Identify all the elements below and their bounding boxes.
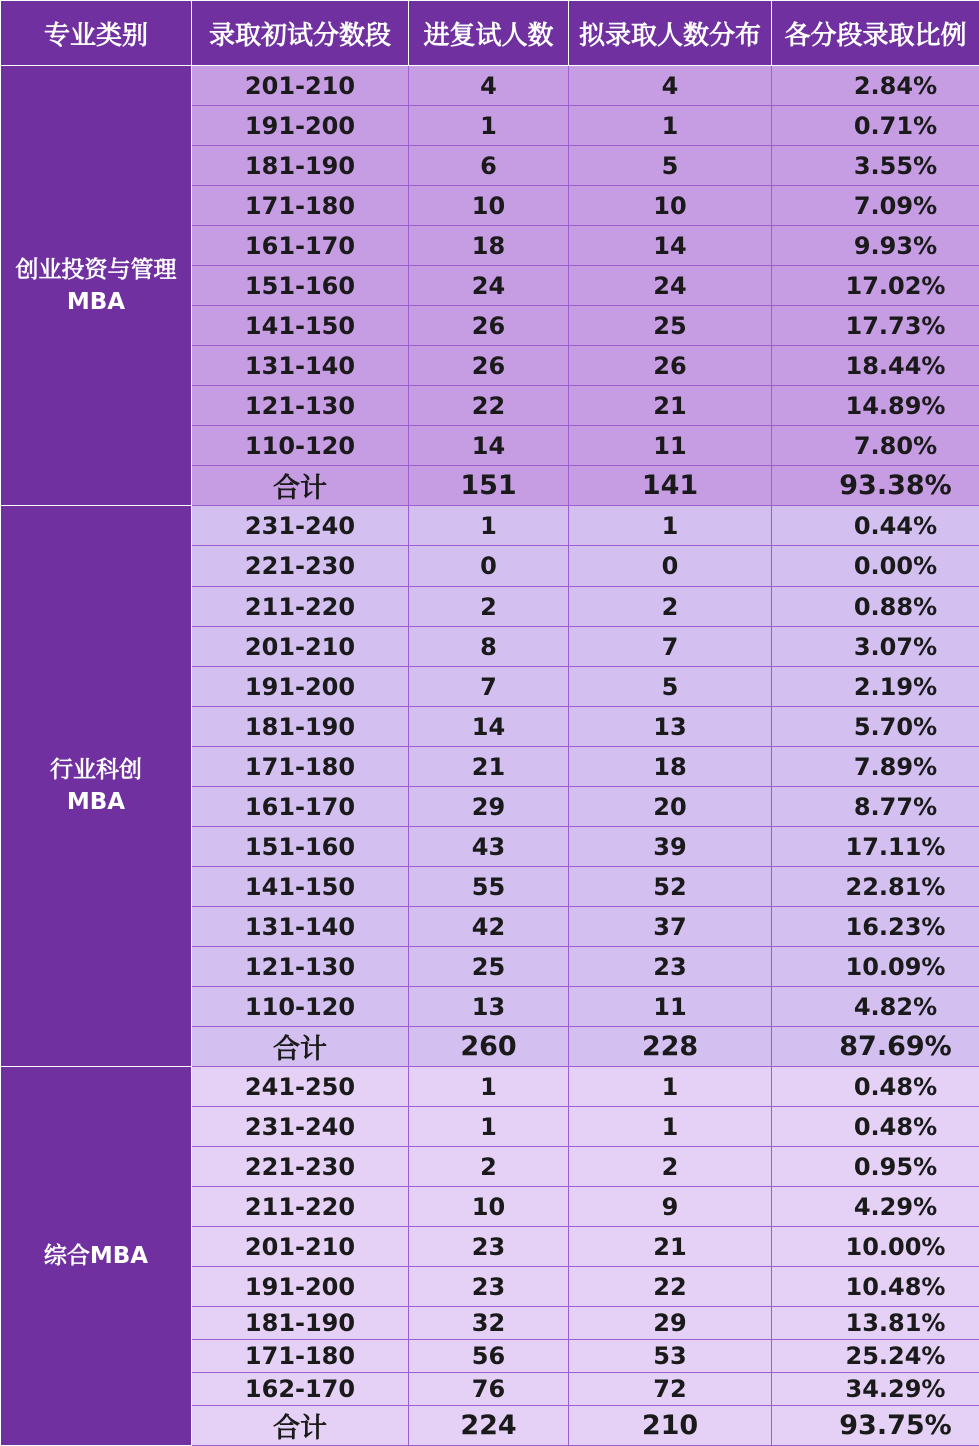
admit-ratio-value: 7.89%: [853, 752, 938, 781]
admit-ratio-value: 10.00%: [845, 1232, 946, 1261]
score-range-cell: 181-190: [192, 1307, 409, 1340]
admit-count-cell: 5: [569, 146, 772, 186]
admit-ratio-cell: [772, 186, 979, 226]
admit-ratio-cell: [772, 146, 979, 186]
admit-count-cell: 141: [569, 466, 772, 506]
retest-count-cell: 13: [409, 987, 569, 1027]
admit-count-cell: 14: [569, 226, 772, 266]
score-range-cell: 151-160: [192, 266, 409, 306]
score-range-cell: 合计: [192, 1027, 409, 1067]
admit-ratio-value: 0.48%: [853, 1072, 938, 1101]
retest-count-cell: 14: [409, 426, 569, 466]
admit-count-cell: 11: [569, 987, 772, 1027]
admit-ratio-value: 3.07%: [853, 632, 938, 661]
score-range-cell: 171-180: [192, 186, 409, 226]
admit-count-cell: 37: [569, 907, 772, 947]
admit-ratio-cell: [772, 1067, 979, 1107]
admit-ratio-cell: [772, 787, 979, 827]
admit-ratio-cell: [772, 1107, 979, 1147]
admit-count-cell: 1: [569, 1067, 772, 1107]
category-venture-mba: [1, 66, 192, 506]
retest-count-cell: 1: [409, 506, 569, 546]
admit-ratio-cell: [772, 466, 979, 506]
admit-ratio-value: 0.00%: [853, 552, 938, 580]
admit-ratio-value: 4.29%: [853, 1192, 938, 1221]
admit-count-cell: 11: [569, 426, 772, 466]
retest-count-cell: 6: [409, 146, 569, 186]
score-range-cell: 110-120: [192, 426, 409, 466]
retest-count-cell: 56: [409, 1340, 569, 1373]
score-range-cell: 161-170: [192, 787, 409, 827]
admit-ratio-cell: [772, 947, 979, 987]
score-range-cell: 131-140: [192, 346, 409, 386]
score-range-cell: 181-190: [192, 707, 409, 747]
admit-count-cell: 23: [569, 947, 772, 987]
admit-count-cell: 1: [569, 1107, 772, 1147]
score-range-cell: 211-220: [192, 1187, 409, 1227]
admit-ratio-cell: [772, 1227, 979, 1267]
score-range-cell: 201-210: [192, 66, 409, 106]
retest-count-cell: 10: [409, 1187, 569, 1227]
admit-ratio-cell: [772, 747, 979, 787]
admit-ratio-cell: [772, 1187, 979, 1227]
admit-ratio-value: 25.24%: [845, 1342, 946, 1370]
admit-count-cell: 52: [569, 867, 772, 907]
retest-count-cell: 24: [409, 266, 569, 306]
admit-ratio-cell: [772, 306, 979, 346]
retest-count-cell: 18: [409, 226, 569, 266]
admit-ratio-value: 17.02%: [845, 271, 946, 300]
header-admit-count: 拟录取人数分布: [569, 1, 772, 66]
admit-count-cell: 9: [569, 1187, 772, 1227]
admit-count-cell: 13: [569, 707, 772, 747]
category-label-line1: 综合MBA: [43, 1243, 149, 1269]
admit-count-cell: 210: [569, 1406, 772, 1446]
admit-ratio-cell: [772, 1373, 979, 1406]
admit-count-cell: 20: [569, 787, 772, 827]
admit-ratio-value: 93.38%: [839, 470, 952, 501]
admit-ratio-value: 34.29%: [845, 1375, 946, 1403]
retest-count-cell: 55: [409, 867, 569, 907]
admit-count-cell: 29: [569, 1307, 772, 1340]
admit-ratio-value: 7.80%: [853, 431, 938, 460]
score-range-cell: 221-230: [192, 546, 409, 587]
retest-count-cell: 21: [409, 747, 569, 787]
admit-count-cell: 24: [569, 266, 772, 306]
retest-count-cell: 29: [409, 787, 569, 827]
admit-ratio-cell: [772, 66, 979, 106]
score-range-cell: 171-180: [192, 1340, 409, 1373]
retest-count-cell: 224: [409, 1406, 569, 1446]
retest-count-cell: 42: [409, 907, 569, 947]
admit-ratio-cell: [772, 346, 979, 386]
admit-ratio-value: 0.88%: [853, 592, 938, 621]
admit-ratio-value: 13.81%: [845, 1309, 946, 1337]
admit-ratio-cell: [772, 987, 979, 1027]
admit-ratio-cell: [772, 667, 979, 707]
admit-ratio-value: 0.71%: [853, 111, 938, 140]
retest-count-cell: 26: [409, 346, 569, 386]
admit-count-cell: 26: [569, 346, 772, 386]
admit-ratio-cell: [772, 827, 979, 867]
admit-count-cell: 7: [569, 627, 772, 667]
retest-count-cell: 0: [409, 546, 569, 587]
admit-ratio-value: 10.48%: [845, 1272, 946, 1301]
admit-ratio-value: 9.93%: [853, 231, 938, 260]
admit-ratio-cell: [772, 266, 979, 306]
header-retest-count: 进复试人数: [409, 1, 569, 66]
admit-ratio-value: 18.44%: [845, 351, 946, 380]
category-label-line2: MBA: [66, 288, 126, 315]
score-range-cell: 合计: [192, 1406, 409, 1446]
admit-ratio-cell: [772, 867, 979, 907]
admit-ratio-cell: [772, 106, 979, 146]
score-range-cell: 141-150: [192, 867, 409, 907]
admit-ratio-value: 14.89%: [845, 391, 946, 420]
admit-ratio-value: 0.95%: [853, 1152, 938, 1181]
table-row: [1, 506, 979, 546]
retest-count-cell: 1: [409, 1067, 569, 1107]
admit-count-cell: 22: [569, 1267, 772, 1307]
category-general-mba: [1, 1067, 192, 1446]
admit-ratio-cell: [772, 627, 979, 667]
score-range-cell: 191-200: [192, 667, 409, 707]
admit-count-cell: 39: [569, 827, 772, 867]
admit-ratio-value: 93.75%: [839, 1410, 952, 1441]
retest-count-cell: 7: [409, 667, 569, 707]
admit-ratio-cell: [772, 1406, 979, 1446]
retest-count-cell: 1: [409, 1107, 569, 1147]
admit-ratio-value: 10.09%: [845, 952, 946, 981]
admit-ratio-value: 17.73%: [845, 311, 946, 340]
score-range-cell: 231-240: [192, 1107, 409, 1147]
admit-ratio-value: 2.84%: [853, 71, 938, 100]
admit-ratio-cell: [772, 386, 979, 426]
admit-count-cell: 21: [569, 386, 772, 426]
table-body: [1, 66, 979, 1446]
admit-ratio-cell: [772, 707, 979, 747]
admit-ratio-value: 5.70%: [853, 712, 938, 741]
admit-ratio-value: 0.44%: [853, 511, 938, 540]
retest-count-cell: 26: [409, 306, 569, 346]
admit-count-cell: 1: [569, 106, 772, 146]
header-admit-ratio: 各分段录取比例: [772, 1, 979, 66]
category-industry-innovation-mba: [1, 506, 192, 1067]
score-range-cell: 201-210: [192, 1227, 409, 1267]
score-range-cell: 241-250: [192, 1067, 409, 1107]
admit-count-cell: 5: [569, 667, 772, 707]
category-label-line2: MBA: [66, 789, 126, 815]
admit-ratio-value: 87.69%: [839, 1031, 952, 1062]
category-label-line1: 创业投资与管理: [15, 256, 177, 283]
admit-ratio-cell: [772, 587, 979, 627]
score-range-cell: 162-170: [192, 1373, 409, 1406]
admit-ratio-cell: [772, 1147, 979, 1187]
admit-count-cell: 53: [569, 1340, 772, 1373]
retest-count-cell: 10: [409, 186, 569, 226]
retest-count-cell: 151: [409, 466, 569, 506]
score-range-cell: 191-200: [192, 1267, 409, 1307]
admit-ratio-cell: [772, 907, 979, 947]
retest-count-cell: 23: [409, 1267, 569, 1307]
score-range-cell: 161-170: [192, 226, 409, 266]
score-range-cell: 151-160: [192, 827, 409, 867]
retest-count-cell: 23: [409, 1227, 569, 1267]
admit-ratio-cell: [772, 1340, 979, 1373]
admit-ratio-cell: [772, 1267, 979, 1307]
admit-ratio-value: 0.48%: [853, 1112, 938, 1141]
admit-ratio-value: 2.19%: [853, 672, 938, 701]
score-range-cell: 121-130: [192, 947, 409, 987]
score-range-cell: 121-130: [192, 386, 409, 426]
admit-count-cell: 2: [569, 1147, 772, 1187]
header-score-range: 录取初试分数段: [192, 1, 409, 66]
admit-count-cell: 25: [569, 306, 772, 346]
score-range-cell: 合计: [192, 466, 409, 506]
score-range-cell: 231-240: [192, 506, 409, 546]
admit-ratio-value: 22.81%: [845, 872, 946, 901]
retest-count-cell: 14: [409, 707, 569, 747]
retest-count-cell: 32: [409, 1307, 569, 1340]
admit-ratio-cell: [772, 506, 979, 546]
category-label-line1: 行业科创: [50, 757, 142, 783]
table-row: [1, 1067, 979, 1107]
retest-count-cell: 8: [409, 627, 569, 667]
score-range-cell: 211-220: [192, 587, 409, 627]
admit-ratio-cell: [772, 1307, 979, 1340]
admit-count-cell: 72: [569, 1373, 772, 1406]
score-range-cell: 221-230: [192, 1147, 409, 1187]
admit-ratio-cell: [772, 546, 979, 587]
admit-count-cell: 0: [569, 546, 772, 587]
admit-count-cell: 228: [569, 1027, 772, 1067]
score-range-cell: 110-120: [192, 987, 409, 1027]
admit-ratio-value: 16.23%: [845, 912, 946, 941]
score-range-cell: 191-200: [192, 106, 409, 146]
admit-ratio-cell: [772, 426, 979, 466]
score-range-cell: 131-140: [192, 907, 409, 947]
admit-ratio-cell: [772, 1027, 979, 1067]
retest-count-cell: 4: [409, 66, 569, 106]
admit-count-cell: 18: [569, 747, 772, 787]
retest-count-cell: 2: [409, 1147, 569, 1187]
admit-count-cell: 4: [569, 66, 772, 106]
admit-ratio-value: 8.77%: [853, 792, 938, 821]
retest-count-cell: 76: [409, 1373, 569, 1406]
retest-count-cell: 43: [409, 827, 569, 867]
table-header: [1, 1, 979, 66]
admit-count-cell: 10: [569, 186, 772, 226]
admit-ratio-value: 7.09%: [853, 191, 938, 220]
header-row: [1, 1, 979, 66]
admit-count-cell: 2: [569, 587, 772, 627]
score-range-cell: 181-190: [192, 146, 409, 186]
retest-count-cell: 22: [409, 386, 569, 426]
retest-count-cell: 1: [409, 106, 569, 146]
table-row: [1, 66, 979, 106]
header-category: 专业类别: [1, 1, 192, 66]
score-range-cell: 171-180: [192, 747, 409, 787]
retest-count-cell: 25: [409, 947, 569, 987]
admit-count-cell: 1: [569, 506, 772, 546]
score-range-cell: 201-210: [192, 627, 409, 667]
admit-ratio-value: 4.82%: [853, 992, 938, 1021]
admit-ratio-value: 17.11%: [845, 832, 946, 861]
admit-ratio-cell: [772, 226, 979, 266]
score-range-cell: 141-150: [192, 306, 409, 346]
retest-count-cell: 2: [409, 587, 569, 627]
admit-ratio-value: 3.55%: [853, 151, 938, 180]
admit-count-cell: 21: [569, 1227, 772, 1267]
retest-count-cell: 260: [409, 1027, 569, 1067]
